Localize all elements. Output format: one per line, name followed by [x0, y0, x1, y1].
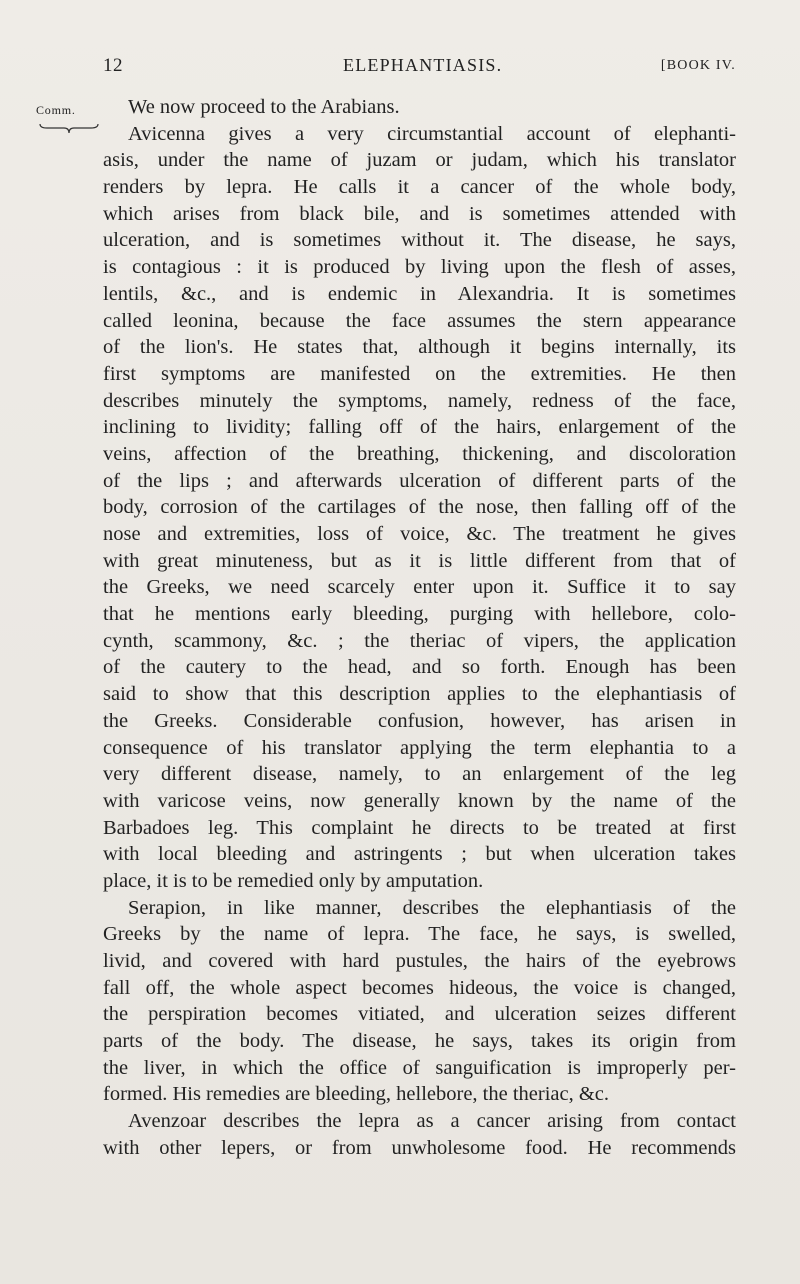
- margin-brace-icon: [39, 122, 99, 134]
- text-line: which arises from black bile, and is sometimes attended with: [103, 202, 736, 225]
- text-line: livid, and covered with hard pustules, the hairs of the eyebrows: [103, 950, 736, 972]
- body-text: [103, 94, 736, 1162]
- text-line: nose and extremities, loss of voice, &c. The treatment he gives: [103, 523, 736, 545]
- text-line: We now proceed to the Arabians.: [128, 96, 400, 118]
- text-line: inclining to lividity; falling off of the hairs, enlargement of the: [103, 416, 736, 439]
- text-line: with great minuteness, but as it is little different from that of: [103, 549, 736, 572]
- text-line: of the lion's. He states that, although it begins internally, its: [103, 336, 736, 359]
- text-line: with other lepers, or from unwholesome food. He recommends: [103, 1136, 736, 1159]
- text-line: with local bleeding and astringents ; but when ulceration takes: [103, 843, 736, 866]
- text-line: parts of the body. The disease, he says, takes its origin from: [103, 1030, 736, 1053]
- text-line: of the lips ; and afterwards ulceration of different parts of the: [103, 469, 736, 492]
- text-line: renders by lepra. He calls it a cancer of the whole body,: [103, 176, 736, 199]
- text-line: consequence of his translator applying the term elephantia to a: [103, 736, 736, 759]
- text-line: veins, affection of the breathing, thickening, and discoloration: [103, 442, 736, 465]
- text-line: of the cautery to the head, and so forth. Enough has been: [103, 656, 736, 679]
- text-line: fall off, the whole aspect becomes hideous, the voice is changed,: [103, 976, 736, 999]
- text-line: with varicose veins, now generally known by the name of the: [103, 789, 736, 812]
- text-line: very different disease, namely, to an enlargement of the leg: [103, 763, 736, 786]
- text-line: cynth, scammony, &c. ; the theriac of vipers, the application: [103, 629, 736, 652]
- text-line: Avenzoar describes the lepra as a cancer arising from contact: [128, 1110, 736, 1133]
- page-header: [103, 55, 736, 81]
- running-title: ELEPHANTIASIS.: [343, 55, 503, 75]
- text-line: the liver, in which the office of sanguification is improperly per-: [103, 1056, 736, 1079]
- text-line: ulceration, and is sometimes without it. The disease, he says,: [103, 229, 736, 252]
- text-line: Serapion, in like manner, describes the elephantiasis of the: [128, 896, 736, 919]
- text-line: place, it is to be remedied only by amputation.: [103, 869, 484, 892]
- text-line: formed. His remedies are bleeding, hellebore, the theriac, &c.: [103, 1083, 610, 1106]
- text-line: Greeks by the name of lepra. The face, he says, is swelled,: [103, 923, 736, 946]
- text-line: lentils, &c., and is endemic in Alexandria. It is sometimes: [103, 282, 736, 305]
- book-reference: [BOOK IV.: [660, 58, 736, 73]
- text-line: is contagious : it is produced by living upon the flesh of asses,: [103, 256, 736, 279]
- text-line: the Greeks. Considerable confusion, however, has arisen in: [103, 709, 736, 732]
- text-line: Barbadoes leg. This complaint he directs to be treated at first: [103, 816, 736, 839]
- margin-note: Comm.: [36, 103, 76, 117]
- text-line: called leonina, because the face assumes the stern appearance: [103, 309, 736, 332]
- text-line: first symptoms are manifested on the extremities. He then: [103, 362, 736, 385]
- text-line: the perspiration becomes vitiated, and ulceration seizes different: [103, 1003, 736, 1026]
- text-line: that he mentions early bleeding, purging with hellebore, colo-: [103, 603, 736, 626]
- text-line: the Greeks, we need scarcely enter upon it. Suffice it to say: [103, 576, 736, 599]
- text-line: describes minutely the symptoms, namely, redness of the face,: [103, 389, 736, 412]
- text-line: Avicenna gives a very circumstantial account of elephanti-: [128, 122, 736, 145]
- text-line: said to show that this description applies to the elephantiasis of: [103, 683, 736, 706]
- text-line: asis, under the name of juzam or judam, which his translator: [103, 149, 736, 172]
- page-number: 12: [103, 55, 123, 76]
- text-line: body, corrosion of the cartilages of the nose, then falling off of the: [103, 496, 736, 519]
